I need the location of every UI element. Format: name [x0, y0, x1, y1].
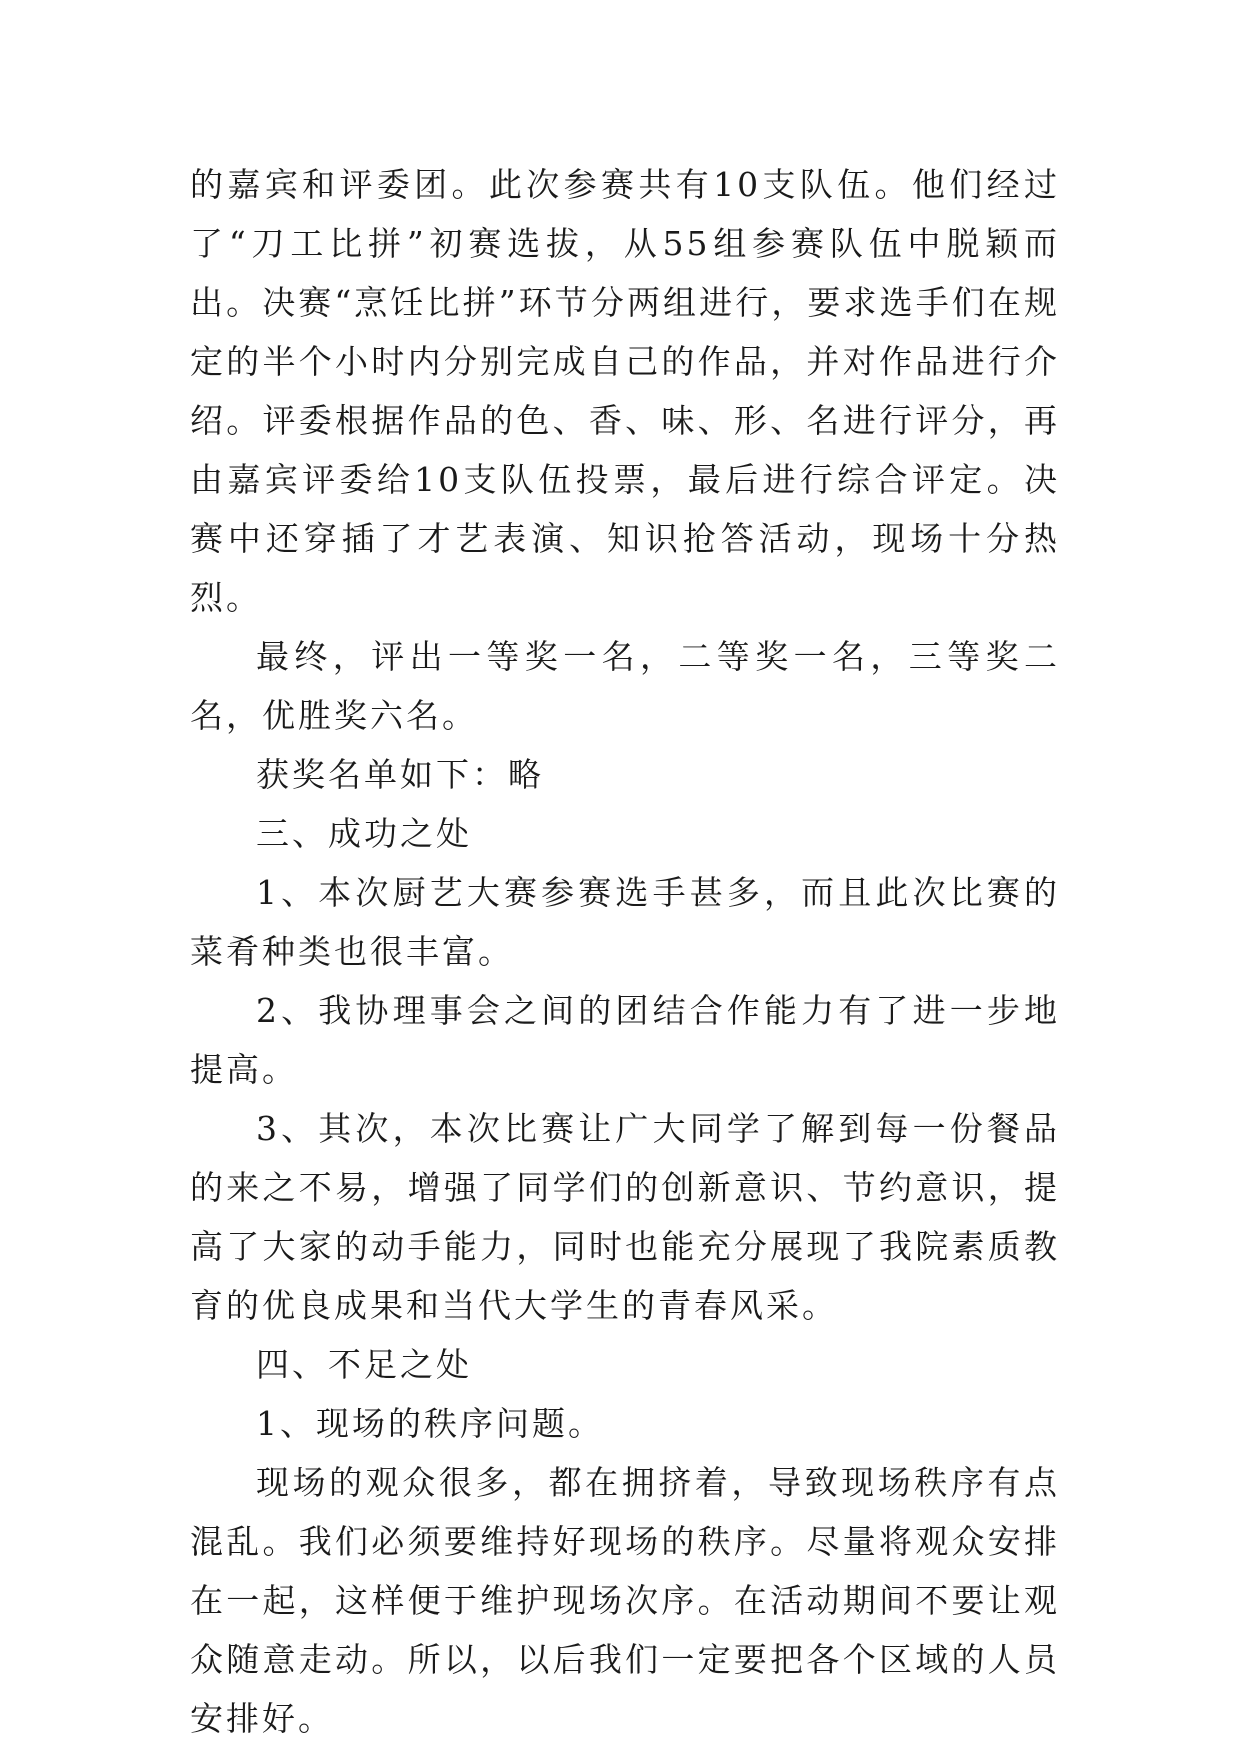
list-item-success-1: 1、本次厨艺大赛参赛选手甚多，而且此次比赛的菜肴种类也很丰富。	[190, 873, 1060, 971]
document-body	[190, 155, 1060, 1748]
paragraph-shortcoming-detail: 现场的观众很多，都在拥挤着，导致现场秩序有点混乱。我们必须要维持好现场的秩序。尽量将观众安排在一起，这样便于维护现场次序。在活动期间不要让观众随意走动。所以，以后我们一定要把各个区域的人员安排好。	[190, 1463, 1060, 1738]
section-heading-successes: 三、成功之处	[256, 814, 472, 853]
list-item-shortcoming-1: 1、现场的秩序问题。	[256, 1404, 604, 1443]
paragraph-winner-list: 获奖名单如下：略	[256, 755, 544, 794]
list-item-success-3: 3、其次，本次比赛让广大同学了解到每一份餐品的来之不易，增强了同学们的创新意识、节约意识，提高了大家的动手能力，同时也能充分展现了我院素质教育的优良成果和当代大学生的青春风采。	[190, 1109, 1060, 1325]
list-item-success-2: 2、我协理事会之间的团结合作能力有了进一步地提高。	[190, 991, 1060, 1089]
section-heading-shortcomings: 四、不足之处	[256, 1345, 472, 1384]
paragraph-event-description: 的嘉宾和评委团。此次参赛共有10支队伍。他们经过了“刀工比拼”初赛选拔，从55组参赛队伍中脱颖而出。决赛“烹饪比拼”环节分两组进行，要求选手们在规定的半个小时内分别完成自己的作品，并对作品进行介绍。评委根据作品的色、香、味、形、名进行评分，再由嘉宾评委给10支队伍投票，最后进行综合评定。决赛中还穿插了才艺表演、知识抢答活动，现场十分热烈。	[190, 165, 1060, 617]
paragraph-final-results: 最终，评出一等奖一名，二等奖一名，三等奖二名，优胜奖六名。	[190, 637, 1060, 735]
